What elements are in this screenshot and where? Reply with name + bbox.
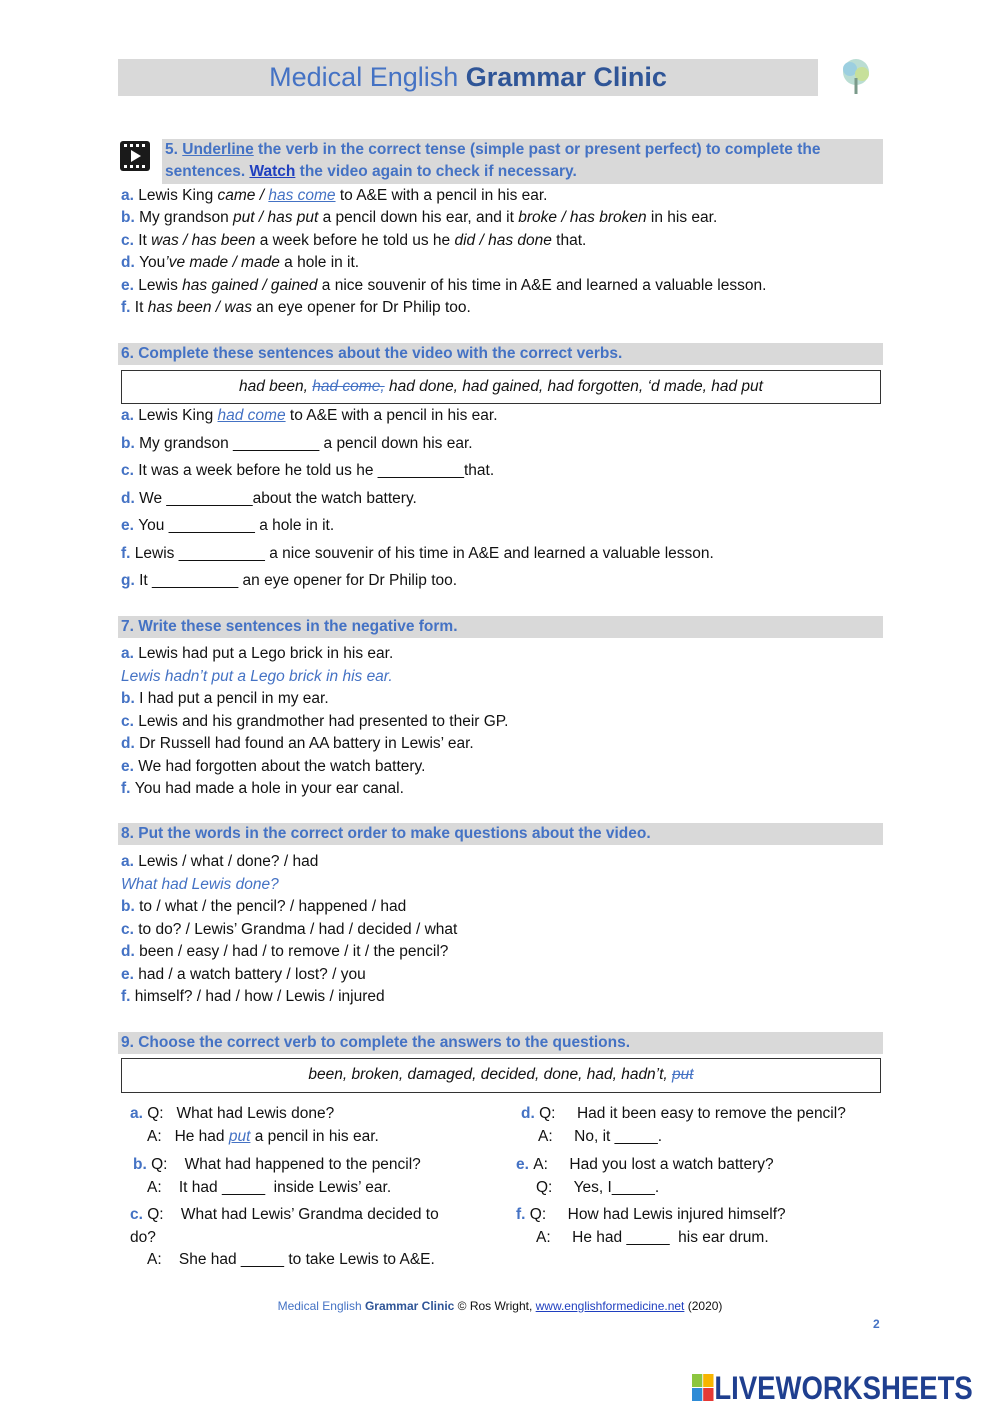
exercise-9-word-box	[121, 1058, 881, 1093]
item-text: has been / was	[147, 299, 252, 316]
item-text: came /	[217, 187, 269, 204]
item-text: Lewis and his grandmother had presented to their GP.	[138, 712, 509, 730]
qa-line	[147, 1250, 435, 1270]
item-text: Lewis King	[138, 407, 218, 424]
item-letter: b.	[121, 209, 140, 227]
item-letter: c.	[121, 712, 139, 730]
item-text: has gained / gained	[182, 276, 318, 294]
list-item	[121, 434, 473, 454]
item-text: It	[134, 299, 148, 316]
item-text: a week before he told us he	[255, 231, 455, 249]
item-letter: b.	[121, 690, 140, 707]
item-text: to A&E with a pencil in his ear.	[285, 407, 498, 424]
item-text: Q: What had happened to the pencil?	[151, 1156, 421, 1173]
page-number: 2	[873, 1317, 880, 1331]
item-text: Lewis / what / done? / had	[138, 853, 319, 870]
item-text: Q: What had Lewis done?	[147, 1105, 335, 1122]
item-text: Lewis King	[138, 187, 218, 204]
exercise-8-title: 8. Put the words in the correct order to make questions about the video.	[118, 823, 883, 845]
item-text: We had forgotten about the watch battery.	[138, 757, 426, 775]
list-item	[121, 298, 471, 318]
item-text: My grandson	[139, 209, 234, 227]
struck-word: put	[672, 1066, 694, 1083]
page-header	[118, 59, 818, 96]
footer	[0, 1299, 1000, 1313]
item-letter: d.	[521, 1105, 540, 1122]
qa-line	[130, 1228, 156, 1248]
list-item	[121, 208, 717, 228]
item-text: A: He had _____ his ear drum.	[536, 1229, 769, 1246]
qa-line	[536, 1178, 659, 1198]
year: (2020)	[684, 1299, 723, 1313]
item-letter: c.	[121, 920, 139, 938]
qa-line	[147, 1127, 379, 1147]
item-text: A: She had _____ to take Lewis to A&E.	[147, 1251, 435, 1268]
item-text: You	[139, 254, 166, 272]
qa-line	[133, 1155, 421, 1175]
footer-title-bold: Grammar Clinic	[364, 1299, 455, 1313]
item-letter: d.	[121, 735, 140, 752]
exercise-9-title: 9. Choose the correct verb to complete the answers to the questions.	[118, 1032, 883, 1054]
list-item	[121, 852, 318, 872]
item-letter: d.	[121, 254, 140, 272]
item-letter: d.	[121, 943, 140, 960]
brand-name: LIVEWORKSHEETS	[714, 1370, 973, 1406]
item-letter: e.	[121, 757, 139, 775]
item-text: My grandson __________ a pencil down his ear.	[139, 434, 473, 452]
exercise-6-title: 6. Complete these sentences about the video with the correct verbs.	[118, 343, 883, 365]
item-text: Q: How had Lewis injured himself?	[529, 1206, 786, 1223]
qa-line	[130, 1205, 439, 1225]
item-letter: c.	[121, 231, 139, 249]
item-text: Lewis had put a Lego brick in his ear.	[138, 645, 394, 662]
item-letter: a.	[130, 1105, 148, 1122]
list-item	[121, 712, 508, 732]
qa-line	[536, 1228, 769, 1248]
item-text: Dr Russell had found an AA battery in Lewis’ ear.	[139, 735, 474, 752]
item-text: I had put a pencil in my ear.	[139, 690, 329, 707]
item-letter: f.	[121, 299, 135, 316]
exercise-number: 5.	[165, 141, 178, 158]
item-letter: a.	[121, 645, 139, 662]
list-item	[121, 689, 329, 709]
item-text: Lewis hadn’t put a Lego brick in his ear.	[121, 667, 393, 685]
list-item	[121, 276, 766, 296]
item-letter: a.	[121, 853, 139, 870]
item-letter: g.	[121, 572, 140, 589]
list-item	[121, 186, 547, 206]
list-item	[121, 734, 474, 754]
qa-line	[521, 1104, 846, 1124]
item-text: had done, had gained, had forgotten, ‘d made, had put	[384, 378, 763, 395]
item-letter: f.	[516, 1206, 530, 1223]
item-text: It was a week before he told us he __________that.	[138, 462, 495, 479]
exercise-6-word-box	[121, 370, 881, 404]
item-text: that.	[551, 231, 587, 249]
liveworksheets-brand[interactable]	[692, 1370, 973, 1406]
example-answer: has come	[268, 187, 336, 204]
item-text: had / a watch battery / lost? / you	[138, 965, 366, 983]
item-text: Q: What had Lewis’ Grandma decided to	[147, 1206, 439, 1223]
watch-link[interactable]: Watch	[249, 163, 296, 180]
list-item	[121, 897, 406, 917]
list-item	[121, 571, 457, 591]
item-letter: b.	[121, 434, 140, 452]
item-text: You had made a hole in your ear canal.	[134, 780, 404, 797]
item-letter: b.	[121, 898, 140, 915]
list-item	[121, 965, 366, 985]
item-text: had been,	[239, 378, 313, 395]
list-item	[121, 942, 448, 962]
qa-line	[130, 1104, 334, 1124]
qa-line	[516, 1155, 774, 1175]
list-item	[121, 516, 334, 536]
item-letter: f.	[121, 988, 135, 1005]
item-text: in his ear.	[646, 209, 718, 227]
video-icon[interactable]	[120, 141, 150, 171]
item-text: himself? / had / how / Lewis / injured	[134, 988, 385, 1005]
example-answer: put	[228, 1128, 251, 1145]
item-text: It __________ an eye opener for Dr Philip too.	[139, 572, 458, 589]
struck-word: had come,	[312, 378, 385, 395]
item-text: to A&E with a pencil in his ear.	[335, 187, 548, 204]
item-text: been, broken, damaged, decided, done, had, hadn’t,	[308, 1066, 673, 1083]
underline-link[interactable]: Underline	[182, 141, 254, 158]
item-text: A: Had you lost a watch battery?	[533, 1156, 774, 1173]
item-text: a pencil in his ear.	[250, 1128, 379, 1145]
item-text: Lewis __________ a nice souvenir of his time in A&E and learned a valuable lesson.	[134, 544, 714, 562]
item-letter: c.	[130, 1206, 148, 1223]
item-letter: e.	[121, 517, 139, 534]
item-text: was / has been	[151, 231, 256, 249]
item-letter: e.	[121, 965, 139, 983]
list-item	[121, 987, 385, 1007]
item-text: Q: Yes, I_____.	[536, 1179, 660, 1196]
list-item	[121, 644, 393, 664]
list-item	[121, 920, 457, 940]
item-text: a nice souvenir of his time in A&E and learned a valuable lesson.	[317, 276, 767, 294]
item-text: What had Lewis done?	[121, 875, 279, 893]
liveworksheets-logo-icon	[692, 1374, 714, 1402]
item-text: A: It had _____ inside Lewis’ ear.	[147, 1179, 392, 1196]
footer-title: Medical English	[277, 1299, 365, 1313]
item-letter: a.	[121, 187, 139, 204]
example-answer: had come	[217, 407, 286, 424]
instruction-text: sentences.	[165, 163, 250, 180]
exercise-5-instructions	[162, 139, 883, 184]
item-letter: a.	[121, 407, 139, 424]
list-item	[121, 461, 494, 481]
list-item	[121, 667, 393, 687]
list-item	[121, 253, 359, 273]
item-text: to do? / Lewis’ Grandma / had / decided / what	[138, 920, 458, 938]
item-text: A: No, it _____.	[538, 1128, 663, 1145]
item-text: did / has done	[454, 231, 552, 249]
title-regular: Medical English	[269, 62, 459, 92]
item-letter: e.	[121, 276, 139, 294]
copyright: © Ros Wright,	[454, 1299, 536, 1313]
item-text: We __________about the watch battery.	[139, 489, 417, 507]
list-item	[121, 544, 714, 564]
item-letter: f.	[121, 780, 135, 797]
item-text: a hole in it.	[279, 254, 360, 272]
item-text: It	[138, 231, 152, 249]
item-letter: d.	[121, 489, 140, 507]
list-item	[121, 231, 586, 251]
item-text: You __________ a hole in it.	[138, 517, 335, 534]
item-text: to / what / the pencil? / happened / had	[139, 898, 407, 915]
item-text: ’ve made / made	[165, 254, 280, 272]
item-text: A: He had	[147, 1128, 229, 1145]
list-item	[121, 875, 279, 895]
qa-line	[538, 1127, 662, 1147]
item-text: Lewis	[138, 276, 183, 294]
tree-logo-icon	[835, 56, 877, 98]
list-item	[121, 757, 425, 777]
item-letter: e.	[516, 1156, 534, 1173]
item-text: a pencil down his ear, and it	[318, 209, 519, 227]
instruction-text: the verb in the correct tense (simple past or present perfect) to complete the	[253, 141, 821, 158]
item-letter: f.	[121, 544, 135, 562]
qa-line	[147, 1178, 391, 1198]
list-item	[121, 779, 404, 799]
item-text: Q: Had it been easy to remove the pencil?	[539, 1105, 846, 1122]
list-item	[121, 489, 417, 509]
title-bold: Grammar Clinic	[465, 62, 667, 92]
item-text: put / has put	[233, 209, 319, 227]
list-item	[121, 406, 498, 426]
item-text: an eye opener for Dr Philip too.	[251, 299, 471, 316]
website-link[interactable]: www.englishformedicine.net	[535, 1299, 685, 1313]
item-text: do?	[130, 1229, 156, 1246]
item-letter: c.	[121, 462, 139, 479]
exercise-7-title: 7. Write these sentences in the negative form.	[118, 616, 883, 638]
qa-line	[516, 1205, 786, 1225]
item-text: broke / has broken	[518, 209, 647, 227]
item-text: been / easy / had / to remove / it / the pencil?	[139, 943, 449, 960]
instruction-text: the video again to check if necessary.	[295, 163, 577, 180]
item-letter: b.	[133, 1156, 152, 1173]
